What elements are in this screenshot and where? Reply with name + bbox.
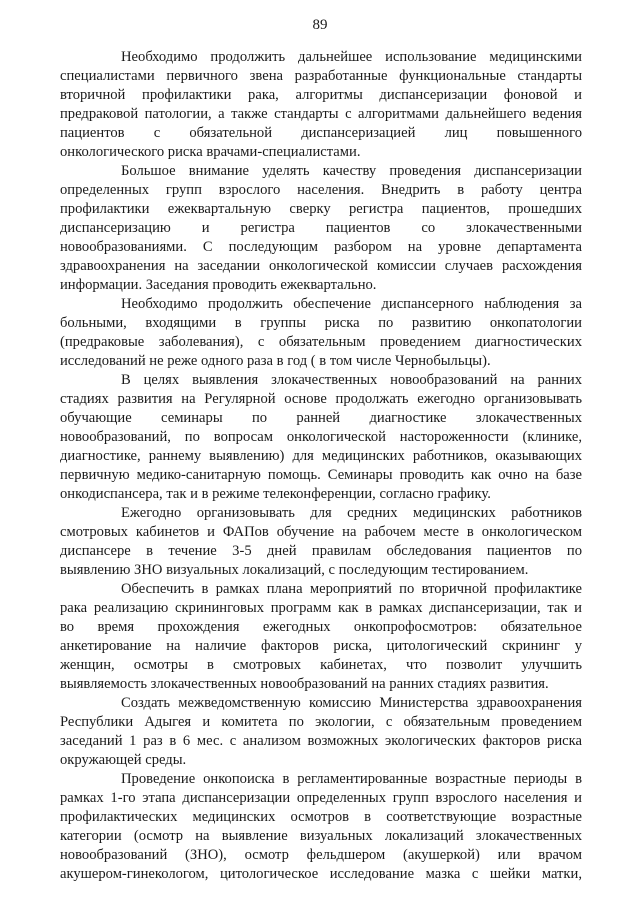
text-line: Республики Адыгея и комитета по экологии, с обязательным проведением [60,714,582,730]
text-line: онкологического риска врачами-специалистами. [60,144,361,160]
text-line: Большое внимание уделять качеству проведения диспансеризации [121,163,582,179]
text-line: профилактики ежеквартальную сверку регистра пациентов, прошедших [60,201,582,217]
page-number: 89 [312,17,328,33]
text-line: вторичной профилактики рака, алгоритмы диспансеризации фоновой и [60,87,582,103]
text-line: больными, входящими в группы риска по развитию онкопатологии [60,315,582,331]
text-line: новообразований (ЗНО), осмотр фельдшером (акушеркой) или врачом [60,847,582,863]
text-line: предраковой патологии, а также стандарты с алгоритмами дальнейшего ведения [60,106,582,122]
document-body [60,48,582,884]
text-line: Обеспечить в рамках плана мероприятий по вторичной профилактике [121,581,582,597]
text-line: заседаний 1 раз в 6 мес. с анализом возможных экологических факторов риска [60,733,582,749]
text-line: первичную медико-санитарную помощь. Семинары проводить как очно на базе [60,467,582,483]
paragraph-3 [60,295,582,371]
paragraph-7 [60,694,582,770]
text-line: диспансеризацию и регистра пациентов со злокачественными [60,220,582,236]
text-line: исследований не реже одного раза в год ( в том числе Чернобыльцы). [60,353,491,369]
text-line: Необходимо продолжить обеспечение диспансерного наблюдения за [121,296,582,312]
text-line: пациентов с обязательной диспансеризацией лиц повышенного [60,125,582,141]
text-line: выявляемость злокачественных новообразований на ранних стадиях развития. [60,676,549,692]
text-line: определенных групп взрослого населения. Внедрить в работу центра [60,182,582,198]
text-line: акушером-гинекологом, цитологическое исследование мазка с шейки матки, [60,866,582,882]
text-line: обучающие семинары по ранней диагностике злокачественных [60,410,582,426]
text-line: категории (осмотр на выявление визуальных локализаций злокачественных [60,828,582,844]
text-line: Создать межведомственную комиссию Министерства здравоохранения [121,695,582,711]
text-line: выявлению ЗНО визуальных локализаций, с последующим тестированием. [60,562,529,578]
paragraph-4 [60,371,582,504]
text-line: рамках 1-го этапа диспансеризации определенных групп взрослого населения и [60,790,582,806]
paragraph-2 [60,162,582,295]
paragraph-1 [60,48,582,162]
text-line: окружающей среды. [60,752,187,768]
text-line: Ежегодно организовывать для средних медицинских работников [121,505,582,521]
text-line: стадиях развития на Регулярной основе продолжать ежегодно организовывать [60,391,582,407]
text-line: профилактических медицинских осмотров в соответствующие возрастные [60,809,582,825]
text-line: (предраковые заболевания), с обязательным проведением диагностических [60,334,582,350]
text-line: во время прохождения ежегодных онкопрофосмотров: обязательное [60,619,582,635]
text-line: онкодиспансера, так и в режиме телеконференции, согласно графику. [60,486,491,502]
text-line: новообразованиями. С последующим разбором на уровне департамента [60,239,582,255]
text-line: здравоохранения на заседании онкологической комиссии случаев расхождения [60,258,582,274]
text-line: диспансере в течение 3-5 дней правилам обследования пациентов по [60,543,582,559]
text-line: анкетирование на наличие факторов риска, цитологический скрининг у [60,638,582,654]
text-line: специалистами первичного звена разработанные функциональные стандарты [60,68,582,84]
text-line: диагностике, раннему выявлению) для медицинских работников, оказывающих [60,448,582,464]
text-line: Необходимо продолжить дальнейшее использование медицинскими [121,49,582,65]
paragraph-6 [60,580,582,694]
text-line: новообразований, по вопросам онкологической настороженности (клинике, [60,429,582,445]
text-line: рака реализацию скрининговых программ как в рамках диспансеризации, так и [60,600,582,616]
text-line: смотровых кабинетов и ФАПов обучение на рабочем месте в онкологическом [60,524,582,540]
text-line: Проведение онкопоиска в регламентированные возрастные периоды в [121,771,582,787]
text-line: В целях выявления злокачественных новообразований на ранних [121,372,582,388]
text-line: женщин, осмотры в смотровых кабинетах, что позволит улучшить [60,657,582,673]
paragraph-5 [60,504,582,580]
paragraph-8 [60,770,582,884]
text-line: информации. Заседания проводить ежеквартально. [60,277,377,293]
